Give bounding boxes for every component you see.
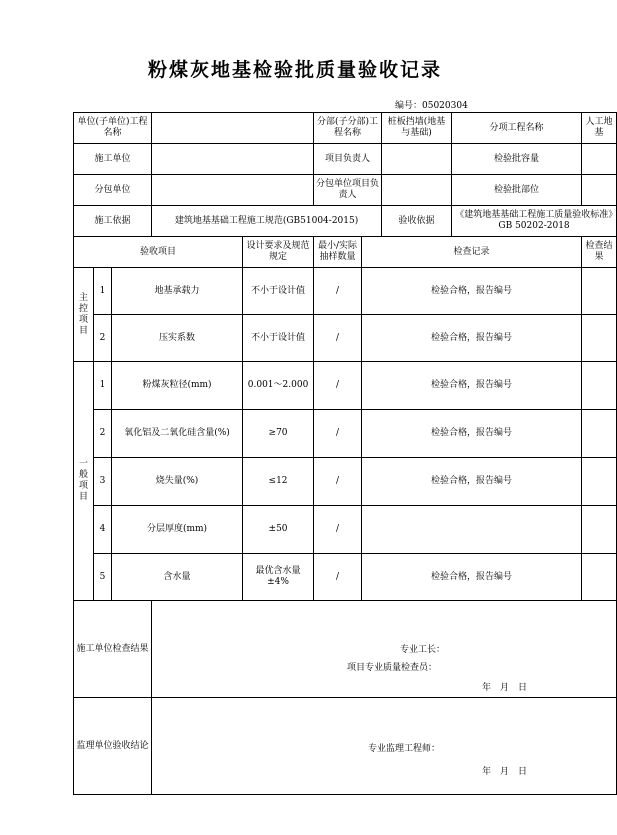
construction-basis-label: 施工依据: [74, 206, 152, 237]
item-sample[interactable]: /: [314, 362, 362, 410]
subcontractor-pm-label: 分包单位项目负责人: [314, 175, 382, 206]
general-item-row: [74, 362, 617, 410]
item-requirement: 最优含水量±4%: [243, 554, 314, 601]
batch-location-label: 检验批部位: [452, 175, 582, 206]
item-sample[interactable]: /: [314, 410, 362, 458]
item-name: 分层厚度(mm): [112, 506, 243, 554]
item-record[interactable]: 检验合格，报告编号: [362, 554, 582, 601]
acceptance-basis-value[interactable]: 《建筑地基基础工程施工质量验收标准》GB 50202-2018: [452, 206, 617, 237]
item-record[interactable]: 检验合格，报告编号: [362, 268, 582, 315]
header-row-4: [74, 206, 617, 237]
item-number: 4: [94, 506, 112, 554]
foreman-label: 专业工长：: [400, 645, 446, 655]
item-record[interactable]: 检验合格，报告编号: [362, 315, 582, 362]
item-record[interactable]: [362, 506, 582, 554]
col-item-header: 验收项目: [74, 237, 243, 268]
item-result[interactable]: [582, 554, 617, 601]
item-result[interactable]: [582, 315, 617, 362]
item-record[interactable]: 检验合格，报告编号: [362, 362, 582, 410]
item-result[interactable]: [582, 268, 617, 315]
general-group-label: 一 般 项 目: [74, 362, 94, 601]
unit-name-value[interactable]: [152, 113, 314, 144]
quality-inspector-label: 项目专业质量检查员：: [347, 663, 438, 673]
item-requirement: 不小于设计值: [243, 315, 314, 362]
header-row-1: [74, 113, 617, 144]
main-group-label: 主 控 项 目: [74, 268, 94, 362]
header-row-2: [74, 144, 617, 175]
item-name: 压实系数: [112, 315, 243, 362]
construction-check-signoff[interactable]: [152, 601, 617, 698]
supervision-check-label: 监理单位验收结论: [74, 698, 152, 795]
general-item-row: [74, 410, 617, 458]
batch-capacity-value[interactable]: [582, 144, 617, 175]
item-name: 烧失量(%): [112, 458, 243, 506]
item-name: 粉煤灰粒径(mm): [112, 362, 243, 410]
supervision-check-signoff[interactable]: [152, 698, 617, 795]
general-item-row: [74, 506, 617, 554]
item-record[interactable]: 检验合格，报告编号: [362, 410, 582, 458]
item-number: 2: [94, 410, 112, 458]
main-item-row: [74, 268, 617, 315]
construction-check-row: [74, 601, 617, 698]
item-name-value[interactable]: 人工地基: [582, 113, 617, 144]
construction-basis-value[interactable]: 建筑地基基础工程施工规范(GB51004-2015): [152, 206, 382, 237]
item-number: 1: [94, 268, 112, 315]
subdivision-label: 分部(子分部)工程名称: [314, 113, 382, 144]
item-sample[interactable]: /: [314, 554, 362, 601]
item-sample[interactable]: /: [314, 315, 362, 362]
col-sample-header: 最小/实际抽样数量: [314, 237, 362, 268]
acceptance-basis-label: 验收依据: [382, 206, 452, 237]
subcontractor-label: 分包单位: [74, 175, 152, 206]
item-sample[interactable]: /: [314, 458, 362, 506]
batch-location-value[interactable]: [582, 175, 617, 206]
item-requirement: ≤12: [243, 458, 314, 506]
item-requirement: ±50: [243, 506, 314, 554]
construction-unit-value[interactable]: [152, 144, 314, 175]
supervising-engineer-label: 专业监理工程师：: [368, 744, 441, 754]
item-name: 含水量: [112, 554, 243, 601]
col-record-header: 检查记录: [362, 237, 582, 268]
item-name-label: 分项工程名称: [452, 113, 582, 144]
item-requirement: ≥70: [243, 410, 314, 458]
page-title: 粉煤灰地基检验批质量验收记录: [147, 59, 442, 81]
unit-name-label: 单位(子单位)工程名称: [74, 113, 152, 144]
main-item-row: [74, 315, 617, 362]
col-result-header: 检查结果: [582, 237, 617, 268]
item-number: 2: [94, 315, 112, 362]
item-result[interactable]: [582, 458, 617, 506]
item-requirement: 不小于设计值: [243, 268, 314, 315]
item-record[interactable]: 检验合格，报告编号: [362, 458, 582, 506]
item-result[interactable]: [582, 362, 617, 410]
subdivision-value[interactable]: 桩板挡墙(地基与基础): [382, 113, 452, 144]
batch-capacity-label: 检验批容量: [452, 144, 582, 175]
supervision-date-label: 年 月 日: [482, 767, 528, 777]
item-sample[interactable]: /: [314, 268, 362, 315]
inspection-form: [73, 112, 617, 795]
item-name: 地基承载力: [112, 268, 243, 315]
item-result[interactable]: [582, 506, 617, 554]
col-design-header: 设计要求及规范规定: [243, 237, 314, 268]
project-manager-label: 项目负责人: [314, 144, 382, 175]
construction-unit-label: 施工单位: [74, 144, 152, 175]
supervision-check-row: [74, 698, 617, 795]
record-code: 编号：05020304: [395, 101, 468, 111]
item-number: 1: [94, 362, 112, 410]
item-number: 3: [94, 458, 112, 506]
item-number: 5: [94, 554, 112, 601]
header-row-3: [74, 175, 617, 206]
column-header-row: [74, 237, 617, 268]
item-name: 氧化铝及二氧化硅含量(%): [112, 410, 243, 458]
general-item-row: [74, 458, 617, 506]
item-sample[interactable]: /: [314, 506, 362, 554]
construction-check-label: 施工单位检查结果: [74, 601, 152, 698]
subcontractor-pm-value[interactable]: [382, 175, 452, 206]
item-requirement: 0.001～2.000: [243, 362, 314, 410]
general-item-row: [74, 554, 617, 601]
subcontractor-value[interactable]: [152, 175, 314, 206]
item-result[interactable]: [582, 410, 617, 458]
project-manager-value[interactable]: [382, 144, 452, 175]
construction-date-label: 年 月 日: [482, 683, 528, 693]
